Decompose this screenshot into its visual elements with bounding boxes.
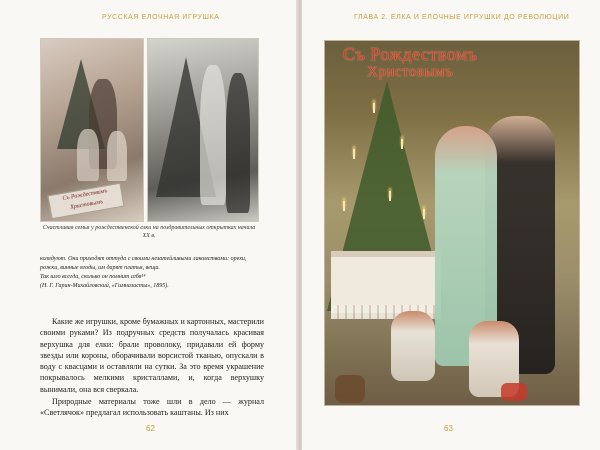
postcard-greeting: Съ Рождествомъ Христовымъ — [47, 183, 124, 219]
postcard-illustration — [324, 40, 580, 406]
postcard-title-line2: Христовымъ — [367, 64, 454, 80]
running-head-left: РУССКАЯ ЕЛОЧНАЯ ИГРУШКА — [102, 14, 220, 21]
child-figure — [391, 311, 435, 381]
page-number-left: 62 — [146, 424, 155, 433]
postcard-title-line1: Съ Рождествомъ — [343, 44, 478, 64]
candle-icon — [343, 201, 345, 211]
candle-icon — [423, 209, 425, 219]
toy-basket — [335, 375, 365, 403]
quote-line: колядуют. Они приходят оттуда с своими незатейливыми лакомствами: орехи, рожки, винные ягоды, им дарят платья, вещи. — [40, 256, 247, 271]
toy-drum — [501, 383, 527, 401]
candle-icon — [373, 103, 375, 113]
photo-caption: Счастливая семья у рождественской елки на поздравительных открытках начала XX в. — [42, 225, 256, 239]
candle-icon — [353, 149, 355, 159]
paragraph: Природные материалы тоже шли в дело — журнал «Светлячок» предлагал использовать каштаны. Из них — [40, 397, 264, 418]
candle-icon — [401, 139, 403, 149]
quote-line: Так шло всегда, сколько он помнит себя¹⁴ — [40, 274, 146, 280]
left-page — [0, 0, 298, 450]
paragraph: Какие же игрушки, кроме бумажных и картонных, мастерили своими руками? Из подручных средств получалась красивая верхушка для елки: брали проволоку, придавали ей форму звезды или короны, оборачивали ворсистой тканью, опускали в воду с квасцами и оставляли на сутки. За это время украшение покрывалось мелкими кристаллами, и, когда верхушку вынимали, она вся сверкала. — [40, 317, 264, 394]
woman-figure — [200, 65, 226, 205]
candle-icon — [389, 191, 391, 201]
child-figure — [107, 131, 127, 181]
page-number-right: 63 — [444, 424, 453, 433]
quote-source: (Н. Г. Гарин-Михайловский, «Гимназисты», 1895). — [40, 283, 169, 289]
postcard-photo-family — [40, 38, 144, 222]
right-page — [302, 0, 600, 450]
body-text — [40, 316, 264, 420]
gift-table — [331, 251, 441, 313]
running-head-right: ГЛАВА 2. ЕЛКА И ЕЛОЧНЫЕ ИГРУШКИ ДО РЕВОЛЮЦИИ — [354, 14, 570, 21]
child-figure — [77, 129, 99, 181]
quote-block — [40, 255, 260, 291]
man-figure — [226, 73, 250, 213]
postcard-photo-couple — [147, 38, 259, 222]
